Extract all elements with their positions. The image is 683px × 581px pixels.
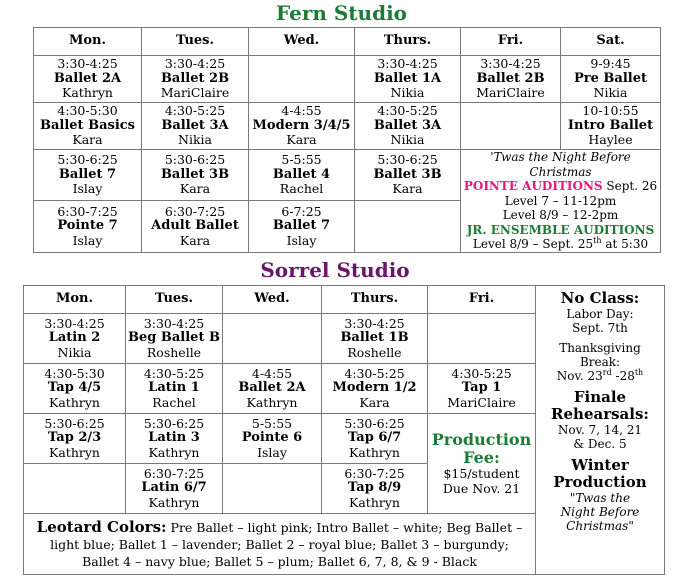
class-time: 5:30-6:25 xyxy=(344,415,405,431)
class-time: 4-4:55 xyxy=(251,365,293,381)
class-teacher: Nikia xyxy=(593,85,628,101)
finale-dates-2: & Dec. 5 xyxy=(573,437,627,451)
finale-heading: Finale xyxy=(573,388,627,406)
empty-cell xyxy=(223,314,322,364)
class-name: Ballet 3B xyxy=(373,166,442,182)
class-teacher: Rachel xyxy=(279,181,324,197)
day-header: Thurs. xyxy=(322,286,428,314)
class-time: 3:30-4:25 xyxy=(57,56,118,72)
production-fee-box xyxy=(428,414,536,514)
class-cell xyxy=(322,414,428,464)
class-time: 5:30-6:25 xyxy=(57,152,118,168)
class-teacher: Islay xyxy=(286,232,317,248)
class-name: Latin 6/7 xyxy=(141,480,207,496)
class-name: Pre Ballet xyxy=(574,70,647,86)
fern-row-3 xyxy=(34,150,661,201)
class-cell xyxy=(142,103,249,150)
class-time: 5:30-6:25 xyxy=(377,152,438,168)
class-name: Ballet 3A xyxy=(161,117,229,133)
leotard-colors-box xyxy=(24,514,536,575)
class-teacher: Kara xyxy=(286,132,317,148)
class-time: 3:30-4:25 xyxy=(44,315,105,331)
class-time: 6:30-7:25 xyxy=(143,465,205,481)
class-name: Modern 3/4/5 xyxy=(252,117,351,133)
day-header: Wed. xyxy=(223,286,322,314)
production-heading: Production xyxy=(553,473,647,491)
class-cell xyxy=(249,150,355,201)
class-name: Tap 4/5 xyxy=(47,380,102,396)
class-name: Ballet 1A xyxy=(373,70,442,86)
class-teacher: Kara xyxy=(359,394,390,410)
thanksgiving-end-suffix: th xyxy=(634,368,644,377)
winter-show-line-2: Night Before xyxy=(560,505,640,519)
class-teacher: Islay xyxy=(72,181,103,197)
class-cell xyxy=(249,201,355,252)
empty-cell xyxy=(461,103,561,150)
class-name: Ballet Basics xyxy=(40,117,135,133)
class-teacher: Kathryn xyxy=(49,444,100,460)
class-time: 3:30-4:25 xyxy=(377,56,438,72)
fern-header-row xyxy=(34,28,661,56)
class-time: 10-10:55 xyxy=(582,103,639,119)
empty-cell xyxy=(223,464,322,514)
class-name: Adult Ballet xyxy=(151,218,239,234)
pointe-auditions-line xyxy=(462,179,659,194)
fern-row-2 xyxy=(34,103,661,150)
class-name: Intro Ballet xyxy=(567,117,654,133)
class-name: Ballet 2B xyxy=(160,70,230,86)
day-header: Wed. xyxy=(249,28,355,56)
class-name: Tap 8/9 xyxy=(347,480,402,496)
class-teacher: Roshelle xyxy=(146,344,202,360)
labor-day-label: Labor Day: xyxy=(566,307,634,321)
class-name: Latin 3 xyxy=(148,430,200,446)
class-time: 4:30-5:25 xyxy=(164,103,226,119)
class-teacher: Islay xyxy=(257,444,287,460)
class-time: 5:30-6:25 xyxy=(44,415,105,431)
class-cell xyxy=(24,414,126,464)
class-cell xyxy=(355,150,461,201)
fern-row-1 xyxy=(34,56,661,103)
class-time: 6:30-7:25 xyxy=(57,203,118,219)
class-time: 5:30-6:25 xyxy=(143,415,205,431)
winter-show-line-1: "Twas the xyxy=(569,491,631,505)
level89-audition: Level 8/9 – 12-2pm xyxy=(502,208,619,222)
class-teacher: Haylee xyxy=(588,132,633,148)
class-cell xyxy=(24,364,126,414)
class-name: Tap 1 xyxy=(461,380,502,396)
class-teacher: Roshelle xyxy=(347,344,402,360)
class-teacher: MariClaire xyxy=(160,85,230,101)
class-name: Ballet 7 xyxy=(58,166,117,182)
class-cell xyxy=(142,201,249,252)
class-time: 3:30-4:25 xyxy=(143,315,205,331)
thanksgiving-start-suffix: rd xyxy=(602,368,612,377)
class-cell xyxy=(322,314,428,364)
class-name: Ballet 2A xyxy=(53,70,122,86)
class-cell xyxy=(34,201,142,252)
thanksgiving-label: Thanksgiving xyxy=(559,341,641,355)
rehearsals-heading: Rehearsals: xyxy=(551,405,649,423)
empty-cell xyxy=(428,314,536,364)
level7-audition: Level 7 – 11-12pm xyxy=(504,193,617,208)
class-teacher: Kathryn xyxy=(148,444,200,460)
class-time: 6-7:25 xyxy=(281,203,322,219)
class-teacher: Nikia xyxy=(390,132,425,148)
class-teacher: Nikia xyxy=(57,344,92,360)
class-cell xyxy=(34,56,142,103)
class-teacher: Kara xyxy=(392,181,423,197)
class-cell xyxy=(34,103,142,150)
class-teacher: MariClaire xyxy=(476,85,545,101)
fern-schedule-table xyxy=(33,27,661,253)
class-name: Pointe 7 xyxy=(57,218,118,234)
labor-day-date: Sept. 7th xyxy=(572,321,628,335)
class-cell xyxy=(461,56,561,103)
jr-date-part-a: Level 8/9 – Sept. 25 xyxy=(472,237,594,251)
day-header: Mon. xyxy=(24,286,126,314)
thanksgiving-start: Nov. 23 xyxy=(556,369,603,383)
audition-notice xyxy=(461,150,661,253)
class-name: Beg Ballet B xyxy=(128,330,220,346)
day-header: Sat. xyxy=(561,28,661,56)
thanksgiving-break-label: Break: xyxy=(579,355,621,369)
class-cell xyxy=(34,150,142,201)
class-time: 3:30-4:25 xyxy=(164,56,226,72)
class-name: Ballet 7 xyxy=(272,218,331,234)
production-fee-amount: $15/student xyxy=(443,466,520,481)
day-header: Tues. xyxy=(142,28,249,56)
class-teacher: Kara xyxy=(72,132,103,148)
class-time: 5-5:55 xyxy=(281,152,322,168)
class-time: 4:30-5:30 xyxy=(44,365,105,381)
class-teacher: Kathryn xyxy=(246,394,298,410)
class-cell xyxy=(126,314,223,364)
class-cell xyxy=(561,103,661,150)
thanksgiving-dates xyxy=(537,369,663,383)
class-cell xyxy=(249,103,355,150)
pointe-auditions-label: POINTE AUDITIONS xyxy=(463,179,603,193)
class-time: 4-4:55 xyxy=(281,103,322,119)
class-cell xyxy=(126,364,223,414)
class-cell xyxy=(561,56,661,103)
class-teacher: Kara xyxy=(179,181,211,197)
class-cell xyxy=(223,364,322,414)
class-name: Ballet 2A xyxy=(238,380,306,396)
class-time: 4:30-5:30 xyxy=(57,103,118,119)
class-name: Ballet 2B xyxy=(476,70,545,86)
jr-ensemble-date xyxy=(462,237,659,252)
class-teacher: MariClaire xyxy=(447,394,516,410)
pointe-auditions-date: Sept. 26 xyxy=(602,179,658,193)
leotard-colors-text: Pre Ballet – light pink; Intro Ballet – white; Beg Ballet – light blue; Ballet 1 – lavender; Ballet 2 – royal blue; Ballet 3 – burgundy; Ballet 4 – navy blue; Ballet 5 – plum; Ballet 6, 7, 8, & 9 - Black xyxy=(50,519,523,569)
class-time: 4:30-5:25 xyxy=(377,103,438,119)
class-teacher: Kathryn xyxy=(349,444,400,460)
thanksgiving-end: -28 xyxy=(611,369,635,383)
class-teacher: Kara xyxy=(179,232,211,248)
empty-cell xyxy=(24,464,126,514)
class-name: Tap 6/7 xyxy=(347,430,402,446)
class-cell xyxy=(428,364,536,414)
class-name: Ballet 3B xyxy=(160,166,230,182)
class-time: 9-9:45 xyxy=(590,56,631,72)
finale-dates-1: Nov. 7, 14, 21 xyxy=(557,423,643,437)
class-teacher: Kathryn xyxy=(349,494,400,510)
sorrel-schedule-table xyxy=(23,285,665,575)
class-cell xyxy=(322,364,428,414)
jr-date-part-b: at 5:30 xyxy=(601,237,649,251)
notice-show-title: 'Twas the Night Before Christmas xyxy=(490,150,631,179)
class-name: Modern 1/2 xyxy=(332,380,417,396)
class-name: Ballet 4 xyxy=(272,166,331,182)
jr-ensemble-auditions-label: JR. ENSEMBLE AUDITIONS xyxy=(466,222,655,237)
no-class-heading: No Class: xyxy=(560,289,640,307)
class-time: 4:30-5:25 xyxy=(344,365,405,381)
class-time: 3:30-4:25 xyxy=(480,56,541,72)
empty-cell xyxy=(355,201,461,252)
class-time: 5:30-6:25 xyxy=(164,152,226,168)
sorrel-header-row xyxy=(24,286,665,314)
class-time: 4:30-5:25 xyxy=(451,365,512,381)
class-cell xyxy=(24,314,126,364)
class-cell xyxy=(126,414,223,464)
class-time: 5-5:55 xyxy=(251,415,293,431)
class-time: 4:30-5:25 xyxy=(143,365,205,381)
class-time: 3:30-4:25 xyxy=(344,315,405,331)
class-time: 6:30-7:25 xyxy=(164,203,226,219)
day-header: Mon. xyxy=(34,28,142,56)
class-cell xyxy=(126,464,223,514)
class-name: Ballet 1B xyxy=(340,330,409,346)
sorrel-studio-title: Sorrel Studio xyxy=(260,258,410,282)
class-teacher: Kathryn xyxy=(49,394,100,410)
class-name: Latin 2 xyxy=(48,330,101,346)
class-cell xyxy=(223,414,322,464)
class-cell xyxy=(355,103,461,150)
class-name: Pointe 6 xyxy=(241,430,303,446)
class-teacher: Kathryn xyxy=(148,494,200,510)
class-cell xyxy=(142,56,249,103)
production-fee-heading: Production Fee: xyxy=(431,430,532,467)
jr-date-suffix: th xyxy=(593,236,602,245)
leotard-colors-label: Leotard Colors: xyxy=(36,517,167,536)
class-cell xyxy=(355,56,461,103)
day-header: Fri. xyxy=(428,286,536,314)
day-header: Thurs. xyxy=(355,28,461,56)
class-cell xyxy=(322,464,428,514)
empty-cell xyxy=(249,56,355,103)
notes-sidebar xyxy=(536,286,665,575)
class-teacher: Islay xyxy=(72,232,103,248)
production-fee-due: Due Nov. 21 xyxy=(442,480,521,496)
class-teacher: Kathryn xyxy=(62,85,113,101)
class-name: Tap 2/3 xyxy=(47,430,102,446)
class-time: 6:30-7:25 xyxy=(344,465,405,481)
day-header: Fri. xyxy=(461,28,561,56)
class-teacher: Nikia xyxy=(178,132,212,148)
winter-heading: Winter xyxy=(571,456,629,474)
class-cell xyxy=(142,150,249,201)
fern-studio-title: Fern Studio xyxy=(275,1,407,25)
class-name: Ballet 3A xyxy=(373,117,442,133)
class-name: Latin 1 xyxy=(148,380,200,396)
class-teacher: Rachel xyxy=(152,394,196,410)
class-teacher: Nikia xyxy=(390,85,425,101)
winter-show-line-3: Christmas" xyxy=(566,519,634,533)
day-header: Tues. xyxy=(126,286,223,314)
